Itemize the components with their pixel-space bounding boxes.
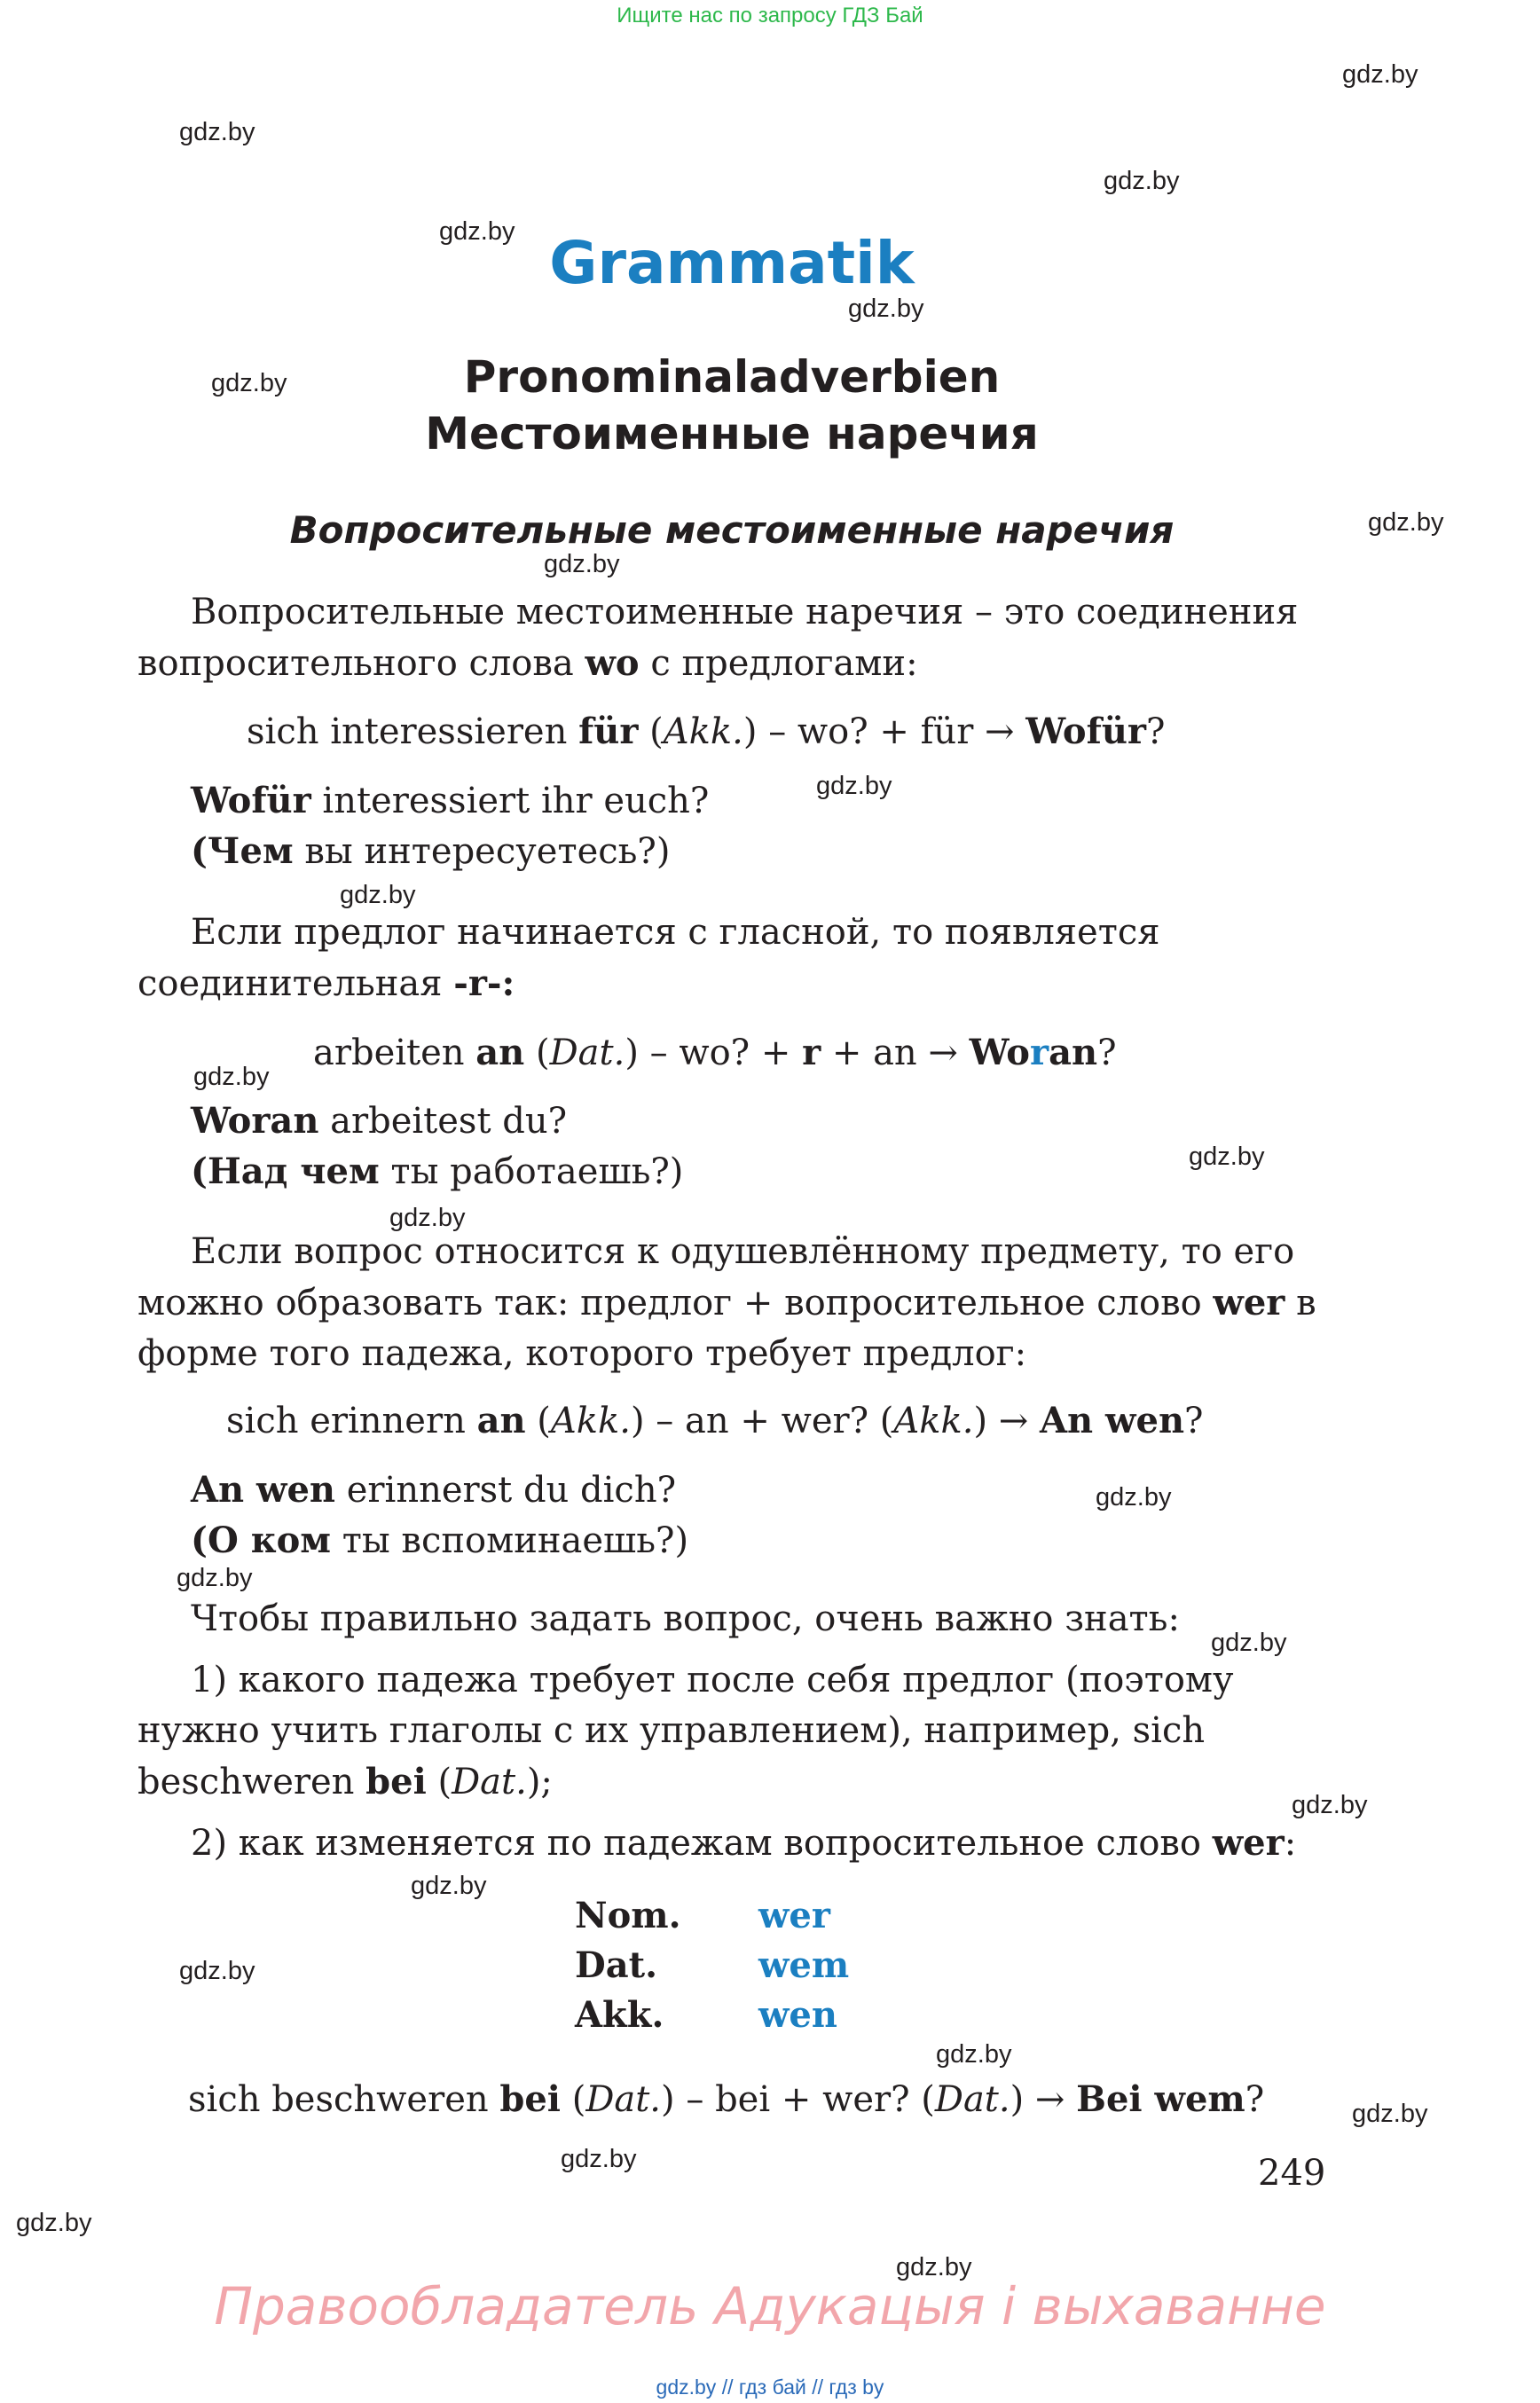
watermark: gdz.by [340, 881, 416, 909]
case-label-dat: Dat. [575, 1944, 658, 1986]
example-woran: arbeiten an (Dat.) – wo? + r + an → Woran? [313, 1032, 1117, 1073]
case-label-akk: Akk. [575, 1994, 664, 2036]
watermark: gdz.by [177, 1564, 253, 1592]
paragraph-vowel: Если предлог начинается с гласной, то появляется соединительная -r-: [138, 912, 1160, 1004]
top-banner: Ищите нас по запросу ГДЗ Бай [617, 4, 923, 27]
paragraph-intro: Вопросительные местоименные наречия – это соединения вопросительного слова wo с предлогами: [138, 592, 1299, 684]
watermark: gdz.by [848, 294, 924, 323]
translation-an-wen: (О ком ты вспоминаешь?) [191, 1520, 689, 1561]
watermark: gdz.by [193, 1063, 270, 1091]
watermark: gdz.by [936, 2040, 1012, 2069]
watermark: gdz.by [439, 217, 515, 246]
question-woran: Woran arbeitest du? [191, 1100, 568, 1142]
watermark: gdz.by [179, 118, 255, 146]
page-title: Grammatik [549, 229, 915, 297]
example-bei-wem: sich beschweren bei (Dat.) – bei + wer? (Dat.) → Bei wem? [188, 2078, 1265, 2120]
paragraph-animate: Если вопрос относится к одушевлённому предмету, то его можно образовать так: предлог + вопросительное слово wer в форме того падежа, которого требует предлог: [138, 1231, 1316, 1374]
copyright-notice: Правообладатель Адукацыя і выхаванне [214, 2276, 1326, 2336]
page-number: 249 [1258, 2153, 1326, 2194]
watermark: gdz.by [1096, 1483, 1172, 1512]
example-an-wen: sich erinnern an (Akk.) – an + wer? (Akk.) → An wen? [226, 1400, 1204, 1441]
case-form-dat: wem [758, 1944, 850, 1986]
paragraph-point-2: 2) как изменяется по падежам вопросительное слово wer: [191, 1822, 1297, 1864]
watermark: gdz.by [179, 1957, 255, 1985]
example-wofuer: sich interessieren für (Akk.) – wo? + für → Wofür? [247, 711, 1166, 752]
watermark: gdz.by [1368, 508, 1444, 537]
watermark: gdz.by [1292, 1791, 1368, 1819]
subtitle-german: Pronominaladverbien [463, 351, 1001, 403]
case-label-nom: Nom. [575, 1895, 681, 1936]
case-form-akk: wen [758, 1994, 837, 2036]
watermark: gdz.by [16, 2209, 92, 2237]
watermark: gdz.by [816, 772, 892, 800]
paragraph-important: Чтобы правильно задать вопрос, очень важно знать: [191, 1598, 1180, 1639]
watermark: gdz.by [1211, 1629, 1287, 1657]
watermark: gdz.by [1352, 2100, 1428, 2128]
section-heading: Вопросительные местоименные наречия [289, 508, 1175, 552]
watermark: gdz.by [896, 2253, 972, 2281]
translation-wofuer: (Чем вы интересуетесь?) [191, 830, 671, 872]
watermark: gdz.by [411, 1872, 487, 1900]
watermark: gdz.by [1189, 1143, 1265, 1171]
question-an-wen: An wen erinnerst du dich? [191, 1469, 677, 1511]
footer-links[interactable]: gdz.by // гдз бай // гдз by [656, 2376, 884, 2399]
paragraph-point-1: 1) какого падежа требует после себя предлог (поэтому нужно учить глаголы с их управлением), например, sich beschweren bei (Dat.); [138, 1660, 1234, 1802]
watermark: gdz.by [561, 2145, 637, 2173]
subtitle-russian: Местоименные наречия [425, 408, 1039, 459]
watermark: gdz.by [1342, 60, 1418, 89]
watermark: gdz.by [1104, 167, 1180, 195]
translation-woran: (Над чем ты работаешь?) [191, 1150, 684, 1192]
case-form-nom: wer [758, 1895, 830, 1936]
watermark: gdz.by [389, 1204, 466, 1232]
watermark: gdz.by [211, 369, 287, 397]
question-wofuer: Wofür interessiert ihr euch? [191, 780, 710, 821]
watermark: gdz.by [544, 550, 620, 578]
